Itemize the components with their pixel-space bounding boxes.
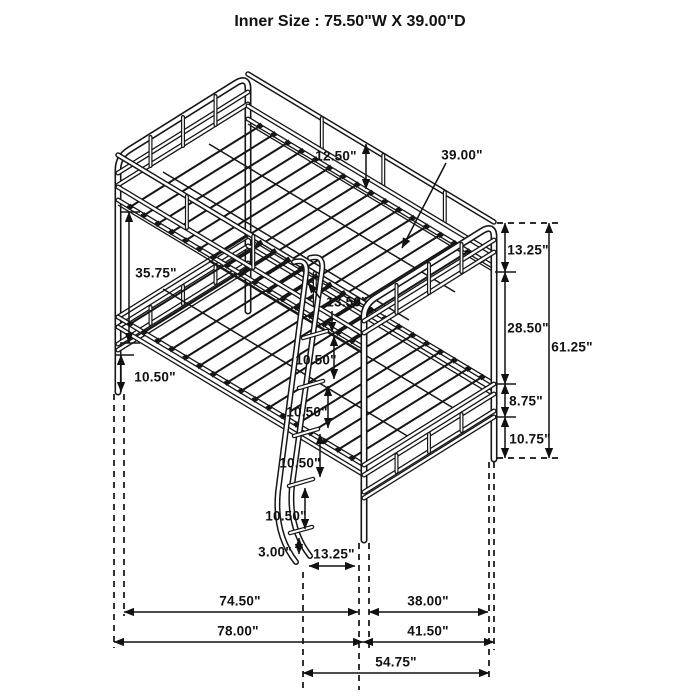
diagram-title: Inner Size : 75.50"W X 39.00"D	[234, 13, 466, 30]
dim-rung-spacing-2: 10.50"	[286, 404, 328, 420]
dim-rung-spacing-1: 10.50"	[295, 352, 337, 368]
dim-inner-width: 74.50"	[219, 593, 261, 609]
dim-overall-height: 61.25"	[551, 339, 593, 355]
dim-last-rung-to-floor: 3.00"	[258, 544, 292, 560]
dim-upper-to-lower-bunk: 28.50"	[507, 320, 549, 336]
dim-rung-spacing-3: 10.50"	[279, 455, 321, 471]
dim-lower-rail-height: 8.75"	[509, 393, 543, 409]
dim-overall-depth: 41.50"	[407, 623, 449, 639]
dim-lower-rail-to-floor: 10.75"	[509, 431, 551, 447]
dim-post-top-to-upper-rail: 13.25"	[507, 242, 549, 258]
dim-rail-to-rail-gap: 35.75"	[135, 265, 177, 281]
dim-side-inner-depth: 38.00"	[407, 593, 449, 609]
dim-rung-spacing-4: 10.50"	[265, 508, 307, 524]
dim-overall-width: 78.00"	[217, 623, 259, 639]
dim-guard-rail-height: 12.50"	[315, 148, 357, 164]
dim-mattress-width: 39.00"	[441, 147, 483, 163]
dim-left-leg-clearance: 10.50"	[134, 369, 176, 385]
dim-rail-to-first-rung: 13.50"	[326, 294, 368, 310]
dim-ladder-to-leg-span: 54.75"	[375, 654, 417, 670]
dim-ladder-foot-offset: 13.25"	[313, 546, 355, 562]
